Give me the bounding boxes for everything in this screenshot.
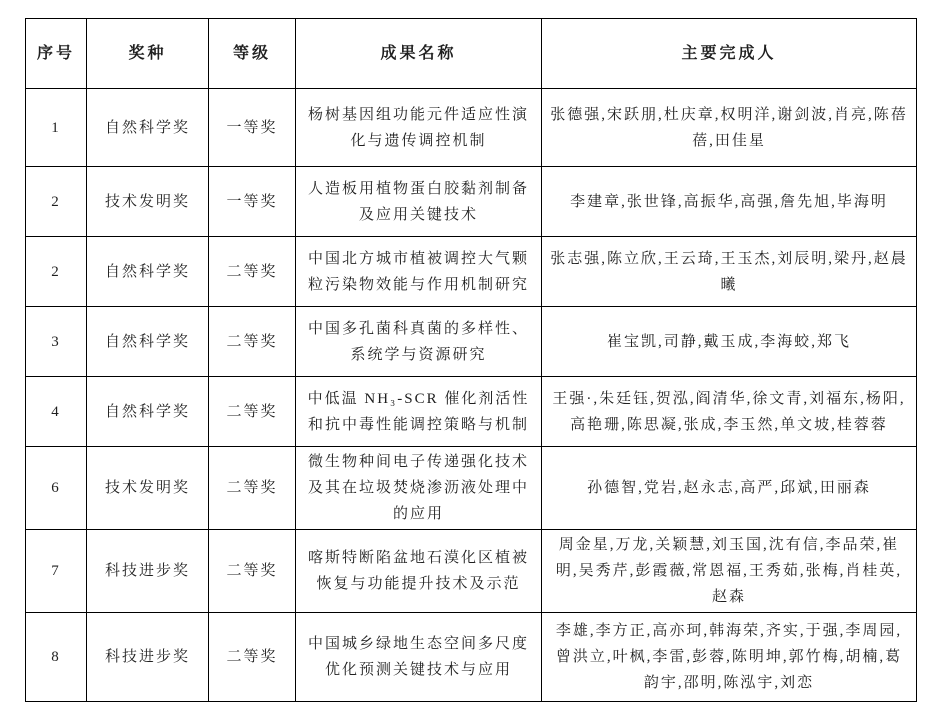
cell-achievement-name: 中国北方城市植被调控大气颗粒污染物效能与作用机制研究 xyxy=(296,237,542,307)
cell-grade: 二等奖 xyxy=(209,237,296,307)
cell-grade: 二等奖 xyxy=(209,447,296,530)
table-row xyxy=(26,237,917,307)
column-header-grade: 等级 xyxy=(209,19,296,89)
cell-serial-number: 7 xyxy=(26,530,87,613)
table-row xyxy=(26,613,917,702)
cell-contributors: 李建章,张世锋,高振华,高强,詹先旭,毕海明 xyxy=(542,167,917,237)
awards-table xyxy=(25,18,917,702)
cell-serial-number: 4 xyxy=(26,377,87,447)
cell-award-type: 科技进步奖 xyxy=(87,530,209,613)
cell-serial-number: 8 xyxy=(26,613,87,702)
cell-contributors: 张德强,宋跃朋,杜庆章,权明洋,谢剑波,肖亮,陈蓓蓓,田佳星 xyxy=(542,89,917,167)
column-header-serial-number: 序号 xyxy=(26,19,87,89)
cell-contributors: 崔宝凯,司静,戴玉成,李海蛟,郑飞 xyxy=(542,307,917,377)
cell-award-type: 技术发明奖 xyxy=(87,167,209,237)
cell-contributors: 李雄,李方正,高亦珂,韩海荣,齐实,于强,李周园,曾洪立,叶枫,李雷,彭蓉,陈明坤,郭竹梅,胡楠,葛韵宇,邵明,陈泓宇,刘恋 xyxy=(542,613,917,702)
cell-achievement-name: 人造板用植物蛋白胶黏剂制备及应用关键技术 xyxy=(296,167,542,237)
cell-grade: 二等奖 xyxy=(209,530,296,613)
cell-serial-number: 2 xyxy=(26,237,87,307)
table-row xyxy=(26,167,917,237)
cell-contributors: 周金星,万龙,关颖慧,刘玉国,沈有信,李品荣,崔明,吴秀芹,彭霞薇,常恩福,王秀茹,张梅,肖桂英,赵森 xyxy=(542,530,917,613)
cell-serial-number: 1 xyxy=(26,89,87,167)
cell-award-type: 自然科学奖 xyxy=(87,89,209,167)
cell-grade: 一等奖 xyxy=(209,167,296,237)
cell-award-type: 自然科学奖 xyxy=(87,237,209,307)
cell-award-type: 技术发明奖 xyxy=(87,447,209,530)
cell-achievement-name: 喀斯特断陷盆地石漠化区植被恢复与功能提升技术及示范 xyxy=(296,530,542,613)
table-row xyxy=(26,307,917,377)
table-row xyxy=(26,89,917,167)
cell-grade: 二等奖 xyxy=(209,377,296,447)
cell-achievement-name: 中国多孔菌科真菌的多样性、系统学与资源研究 xyxy=(296,307,542,377)
table-row xyxy=(26,530,917,613)
cell-grade: 二等奖 xyxy=(209,307,296,377)
cell-award-type: 自然科学奖 xyxy=(87,307,209,377)
cell-achievement-name: 中低温 NH₃-SCR 催化剂活性和抗中毒性能调控策略与机制 xyxy=(296,377,542,447)
cell-grade: 二等奖 xyxy=(209,613,296,702)
cell-contributors: 张志强,陈立欣,王云琦,王玉杰,刘辰明,梁丹,赵晨曦 xyxy=(542,237,917,307)
cell-contributors: 王强·,朱廷钰,贺泓,阎清华,徐文青,刘福东,杨阳,高艳珊,陈思凝,张成,李玉然,单文坡,桂蓉蓉 xyxy=(542,377,917,447)
header-row xyxy=(26,19,917,89)
column-header-contributors: 主要完成人 xyxy=(542,19,917,89)
cell-serial-number: 6 xyxy=(26,447,87,530)
cell-award-type: 自然科学奖 xyxy=(87,377,209,447)
table-row xyxy=(26,447,917,530)
cell-grade: 一等奖 xyxy=(209,89,296,167)
cell-contributors: 孙德智,党岩,赵永志,高严,邱斌,田丽森 xyxy=(542,447,917,530)
cell-achievement-name: 中国城乡绿地生态空间多尺度优化预测关键技术与应用 xyxy=(296,613,542,702)
table-row xyxy=(26,377,917,447)
column-header-award-type: 奖种 xyxy=(87,19,209,89)
cell-achievement-name: 微生物种间电子传递强化技术及其在垃圾焚烧渗沥液处理中的应用 xyxy=(296,447,542,530)
cell-serial-number: 2 xyxy=(26,167,87,237)
cell-achievement-name: 杨树基因组功能元件适应性演化与遗传调控机制 xyxy=(296,89,542,167)
cell-serial-number: 3 xyxy=(26,307,87,377)
cell-award-type: 科技进步奖 xyxy=(87,613,209,702)
column-header-achievement-name: 成果名称 xyxy=(296,19,542,89)
